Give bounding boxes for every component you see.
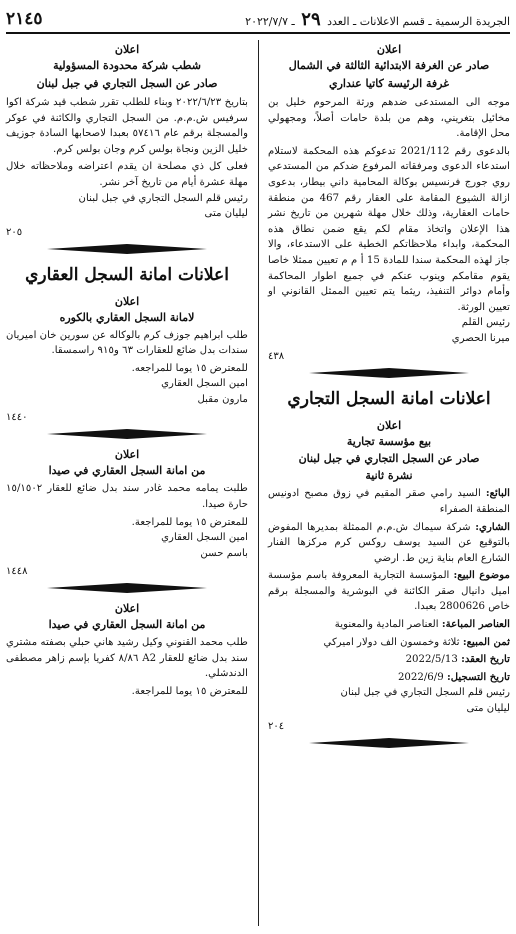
section-divider-ornament: [47, 583, 207, 593]
issue-number: ٢٩: [301, 8, 321, 30]
subject-line: [268, 568, 510, 615]
buyer-line: [268, 520, 510, 567]
contract-date-label: تاريخ العقد:: [461, 653, 510, 666]
signature-name: ليليان متى: [466, 702, 510, 714]
notice-title: صادر عن الغرفة الابتدائية الثالثة في الشمال: [288, 59, 490, 72]
notice-number: ٢٠٤: [268, 721, 285, 733]
notice-deregistration: [6, 42, 248, 240]
buyer-label: الشاري:: [475, 520, 510, 533]
notice-number: ١٤٤٠: [6, 412, 28, 424]
elements-value: العناصر المادية والمعنوية: [334, 619, 442, 631]
notice-paragraph: طلبت يمامه محمد غادر سند بدل ضائع للعقار ١٥/١٥٠٢ حارة صيدا.: [6, 483, 248, 510]
notice-title: بيع مؤسسة تجارية: [346, 435, 432, 449]
notice-sale: [268, 418, 510, 734]
registration-date-line: [268, 670, 510, 686]
notice-label: اعلان: [376, 419, 402, 433]
signature-name: مارون مقبل: [197, 393, 248, 405]
page-header: [6, 6, 510, 34]
signature-title: امين السجل العقاري: [161, 532, 248, 544]
issue-date: ـ ٢٠٢٢/٧/٧: [245, 14, 295, 28]
signature-name: ميرنا الحصري: [451, 332, 510, 344]
notice-label: اعلان: [114, 43, 140, 56]
notice-title: من امانة السجل العقاري في صيدا: [48, 464, 206, 478]
signature-name: ليليان متى: [204, 208, 248, 220]
notice-title: شطب شركة محدودة المسؤولية: [53, 59, 201, 72]
contract-date-value: 2022/5/13: [405, 654, 462, 666]
page-number: ٢١٤٥: [6, 9, 43, 29]
notice-subtitle: صادر عن السجل التجاري في جبل لبنان: [36, 77, 218, 90]
section-title-commercial: اعلانات امانة السجل التجاري: [287, 389, 491, 410]
notice-paragraph: طلب محمد القنوني وكيل رشيد هاني حبلي بصفته مشتري سند بدل ضائع للعقار A2 ٨/٨٦ كفريا بإسم زاهر مصطفى الدندشلي.: [6, 637, 248, 680]
price-line: [268, 635, 510, 651]
notice-number: ٢٠٥: [6, 226, 23, 238]
notice-label: اعلان: [114, 448, 140, 462]
notice-saida-2: [6, 601, 248, 699]
notice-paragraph: للمعترض ١٥ يوما للمراجعه.: [131, 362, 248, 374]
notice-number: ٤٣٨: [268, 351, 285, 363]
notice-court: [268, 42, 510, 364]
notice-paragraph: للمعترض ١٥ يوما للمراجعة.: [131, 516, 248, 528]
subject-label: موضوع البيع:: [453, 569, 510, 582]
notice-label: اعلان: [114, 294, 140, 308]
section-title-real-estate: اعلانات امانة السجل العقاري: [25, 264, 229, 285]
signature-title: رئيس قلم السجل التجاري في جبل لبنان: [78, 192, 248, 204]
notice-title: من امانة السجل العقاري في صيدا: [48, 618, 206, 632]
notice-label: اعلان: [376, 43, 402, 56]
notice-paragraph: موجه الى المستدعى ضدهم ورثة المرحوم خليل بن مخائيل بتغريني، وهم من بلدة حامات أصلاً، ومجهولي محل الإقامة.: [268, 97, 510, 140]
right-column: [268, 36, 510, 756]
signature-title: امين السجل العقاري: [161, 378, 248, 390]
running-header: [245, 9, 510, 30]
notice-paragraph: بتاريخ ٢٠٢٢/٦/٢٣ وبناء للطلب تقرر شطب قيد شركة اكوا سرفيس ش.م.م. من السجل التجاري والكائنة في عوكر والمسجلة برقم عام ٥٧٤١٦ بعبدا لاصحابها السادة جوزيف خليل الزين ونجاة بولس كرم وجان بولس كرم.: [6, 97, 249, 155]
notice-saida-1: [6, 447, 248, 579]
running-header-text: الجريدة الرسمية ـ قسم الاعلانات ـ العدد: [327, 14, 510, 28]
notice-paragraph: بالدعوى رقم 2021/112 تدعوكم هذه المحكمة لاستلام استدعاء الدعوى ومرفقاته المرفوع ضدكم من المستدعي روي جورج فرنسيس بوكالة المحامية داني بيطار، بدعوى ازالة الشيوع المقامة على العقار رقم 467 من منطقة حامات العقارية، وذلك خلال مهلة شهرين من تاريخ نشر هذا الإعلان واتخاذ مقام لكم يقع ضمن نطاق هذه المحكمة، وابداء ملاحظاتكم الخطية على الاستدعاء، والا جاز لهذه المحكمة سندا للمادة 15 أ م م تعيين ممثلا خاصا يقوم مقامكم وينوب عنكم في جميع اطوار المحاكمة وأمام دوائر التنفيذ، ريثما يتم تعيين الممثل القانوني او تعيين الورثة.: [268, 145, 511, 313]
notice-paragraph: للمعترض ١٥ يوما للمراجعة.: [131, 685, 248, 697]
price-label: ثمن المبيع:: [462, 635, 510, 648]
notice-subtitle: غرفة الرئيسة كاتيا عنداري: [329, 77, 449, 90]
notice-koura: [6, 294, 248, 426]
notice-paragraph: طلب ابراهيم جوزف كرم بالوكاله عن سورين خان اميريان سندات بدل ضائع للعقارات ٦٣ و٩١٥ راسمسقا.: [6, 329, 248, 357]
section-divider-ornament: [47, 429, 207, 439]
contract-date-line: [268, 652, 510, 668]
registration-date-label: تاريخ التسجيل:: [446, 670, 510, 683]
buyer-value: شركة سيماك ش.م.م الممثلة بمديرها المفوض بالتوقيع عن السيد يوسف روكس كرم مركزها الفنار الشارع العام بناية زين ط. ارضي: [268, 521, 510, 564]
signature-title: رئيس القلم: [461, 317, 510, 329]
elements-label: العناصر المباعة:: [441, 618, 510, 631]
notice-label: اعلان: [114, 602, 140, 616]
price-value: ثلاثة وخمسون الف دولار اميركي: [323, 636, 463, 648]
notice-paragraph: فعلى كل ذي مصلحة ان يقدم اعتراضه وملاحظاته خلال مهلة عشرة أيام من تاريخ آخر نشر.: [6, 161, 248, 188]
signature-title: رئيس قلم السجل التجاري في جبل لبنان: [340, 687, 510, 699]
section-divider-ornament: [309, 738, 469, 748]
column-divider: [258, 40, 259, 926]
notice-edition: نشرة ثانية: [365, 469, 413, 483]
notice-number: ١٤٤٨: [6, 566, 28, 578]
left-column: [6, 36, 248, 700]
subject-value: المؤسسة التجارية المعروفة باسم مؤسسة اميل دانيال صقر الكائنة في البوشرية والمسجلة برقم خاص 2800626 بعبدا.: [268, 570, 510, 613]
section-divider-ornament: [47, 244, 207, 254]
elements-line: [268, 617, 510, 633]
seller-value: السيد رامي صقر المقيم في زوق مصبح ادونيس المنطقة الصفراء: [268, 488, 510, 515]
seller-label: البائع:: [485, 487, 510, 500]
notice-subtitle: صادر عن السجل التجاري في جبل لبنان: [298, 452, 480, 466]
signature-name: باسم حسن: [200, 547, 248, 559]
registration-date-value: 2022/6/9: [397, 671, 447, 683]
section-divider-ornament: [309, 368, 469, 378]
seller-line: [268, 486, 510, 517]
notice-title: لامانة السجل العقاري بالكوره: [59, 310, 195, 324]
